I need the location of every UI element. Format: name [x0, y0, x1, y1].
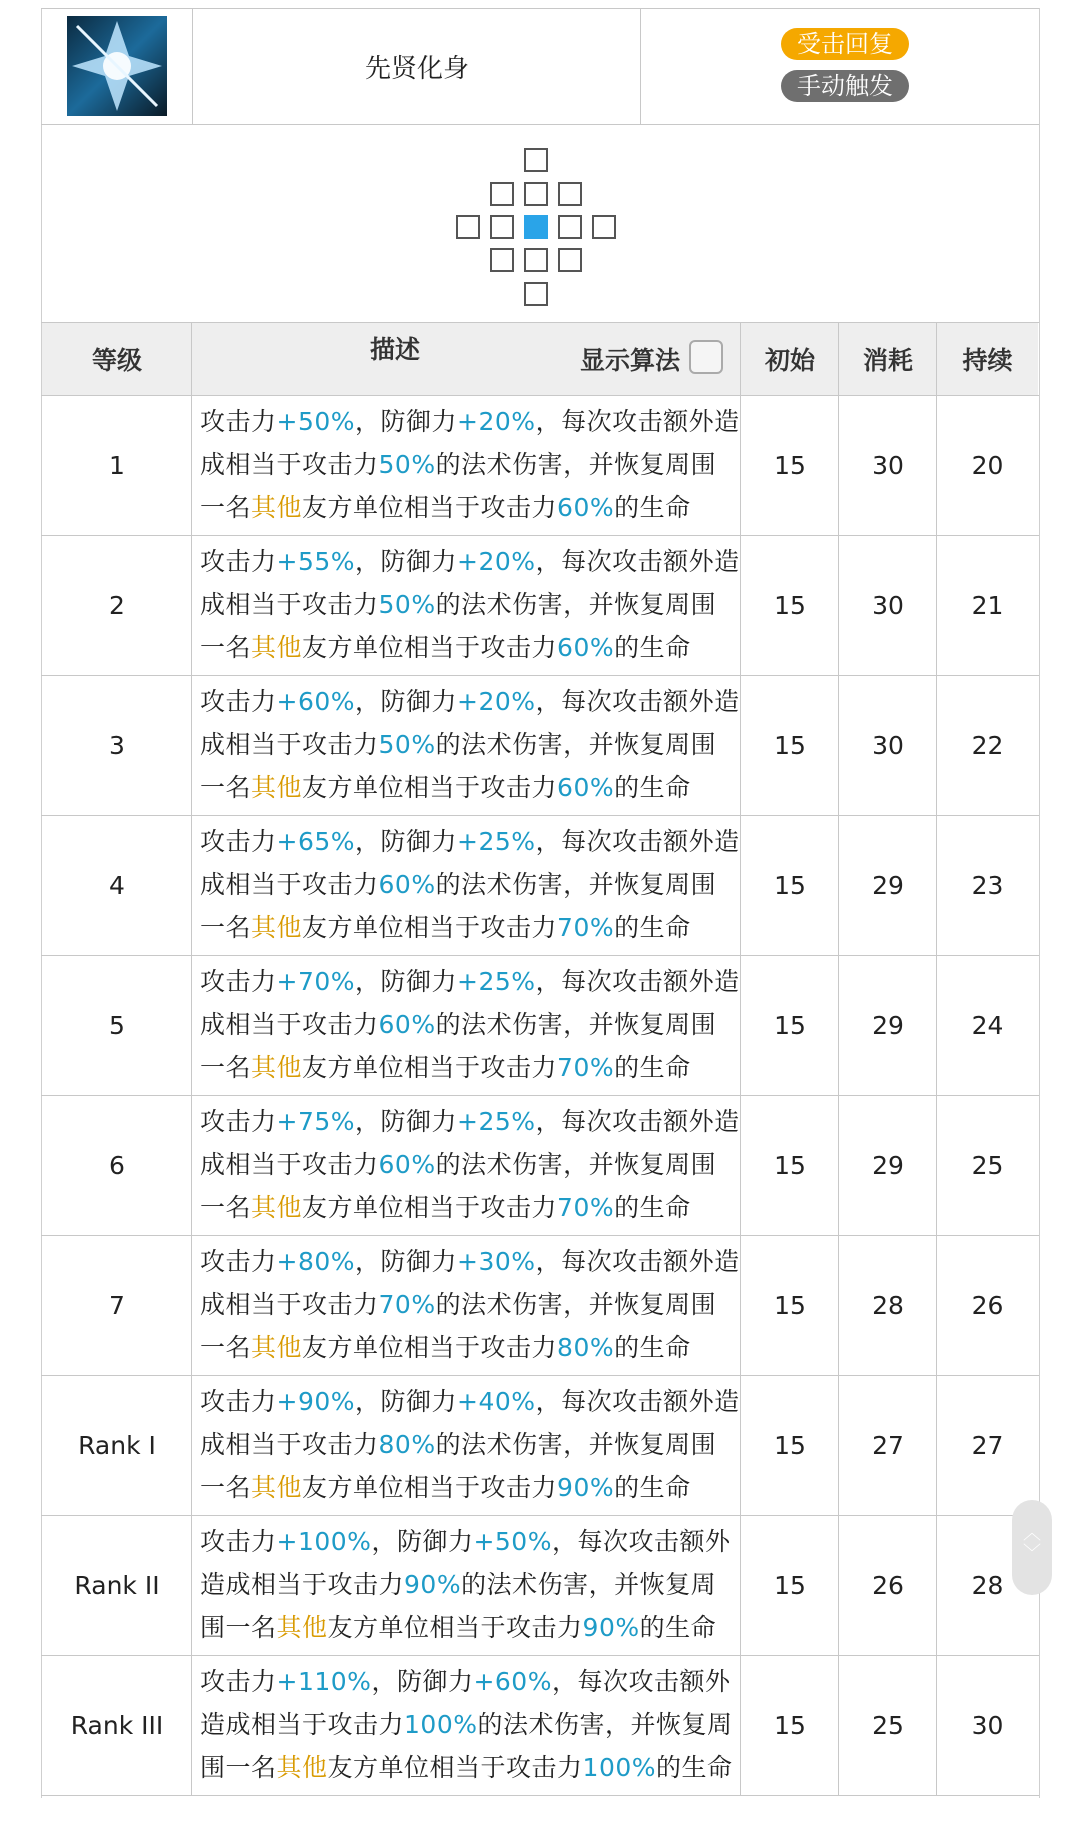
- desc-text: 的法术伤害，并恢复周围一名: [200, 1010, 717, 1082]
- highlight-value: +100%: [276, 1527, 372, 1556]
- highlight-value: +70%: [276, 967, 356, 996]
- desc-text: 的法术伤害，并恢复周围一名: [200, 1710, 733, 1782]
- highlight-value: +90%: [276, 1387, 356, 1416]
- row-initial: 15: [774, 1010, 806, 1040]
- row-cost: 28: [872, 1290, 904, 1320]
- desc-text: 的生命: [614, 633, 691, 662]
- desc-text: 的法术伤害，并恢复周围一名: [200, 1430, 717, 1502]
- row-duration: 22: [971, 730, 1004, 760]
- desc-text: ，每次攻击额外造成相当于攻击力: [200, 967, 740, 1039]
- row-level: 2: [109, 590, 125, 620]
- highlight-value: 100%: [582, 1753, 657, 1782]
- desc-text: ，每次攻击额外造成相当于攻击力: [200, 687, 740, 759]
- row-duration: 27: [971, 1430, 1004, 1460]
- desc-text: ，防御力: [355, 1247, 458, 1276]
- highlight-value: +60%: [276, 687, 356, 716]
- desc-text: 友方单位相当于攻击力: [302, 1053, 558, 1082]
- range-cell: [524, 148, 548, 172]
- highlight-value: +80%: [276, 1247, 356, 1276]
- row-initial: 15: [774, 1710, 806, 1740]
- chevron-down-icon[interactable]: ﹀: [1023, 1543, 1041, 1564]
- highlight-value: 60%: [557, 493, 615, 522]
- highlight-value: 90%: [557, 1473, 615, 1502]
- desc-text: 友方单位相当于攻击力: [302, 493, 558, 522]
- desc-text: ，每次攻击额外造成相当于攻击力: [200, 547, 740, 619]
- row-duration: 23: [971, 870, 1004, 900]
- desc-text: ，防御力: [371, 1527, 474, 1556]
- row-description: [200, 1240, 740, 1369]
- row-duration: 20: [971, 450, 1004, 480]
- row-initial: 15: [774, 590, 806, 620]
- highlight-value: +50%: [473, 1527, 552, 1556]
- desc-text: 友方单位相当于攻击力: [302, 1193, 558, 1222]
- range-cell: [490, 248, 514, 272]
- row-duration: 26: [971, 1290, 1004, 1320]
- highlight-value: 70%: [378, 1290, 436, 1319]
- desc-text: 的法术伤害，并恢复周围一名: [200, 450, 717, 522]
- other-keyword: 其他: [251, 1473, 303, 1502]
- desc-text: 的生命: [614, 1193, 691, 1222]
- operator-position-cell: [524, 215, 548, 239]
- row-cost: 25: [872, 1710, 904, 1740]
- row-description: [200, 680, 740, 809]
- highlight-value: +50%: [276, 407, 356, 436]
- desc-text: 友方单位相当于攻击力: [327, 1613, 583, 1642]
- highlight-value: 50%: [378, 590, 436, 619]
- desc-text: 的生命: [614, 1473, 691, 1502]
- other-keyword: 其他: [251, 493, 303, 522]
- badge-manual-trigger: 手动触发: [781, 70, 909, 102]
- highlight-value: 90%: [582, 1613, 640, 1642]
- desc-text: ，每次攻击额外造成相当于攻击力: [200, 407, 740, 479]
- desc-text: 的生命: [614, 1053, 691, 1082]
- desc-text: 的生命: [614, 1333, 691, 1362]
- desc-text: ，每次攻击额外造成相当于攻击力: [200, 1387, 740, 1459]
- row-duration: 30: [971, 1710, 1004, 1740]
- desc-text: 的法术伤害，并恢复周围一名: [200, 1290, 717, 1362]
- desc-text: 攻击力: [200, 827, 277, 856]
- header-initial: 初始: [764, 346, 815, 375]
- desc-text: 的生命: [614, 773, 691, 802]
- highlight-value: 60%: [378, 1010, 436, 1039]
- desc-text: 友方单位相当于攻击力: [302, 913, 558, 942]
- highlight-value: 70%: [557, 1193, 615, 1222]
- desc-text: 攻击力: [200, 1527, 277, 1556]
- range-cell: [456, 215, 480, 239]
- desc-text: 的生命: [614, 493, 691, 522]
- row-duration: 24: [971, 1010, 1004, 1040]
- row-initial: 15: [774, 1290, 806, 1320]
- row-description: [200, 400, 740, 529]
- skill-name: 先贤化身: [364, 53, 469, 84]
- highlight-value: +25%: [457, 967, 536, 996]
- highlight-value: +110%: [276, 1667, 372, 1696]
- desc-text: 攻击力: [200, 967, 277, 996]
- highlight-value: +20%: [457, 547, 536, 576]
- highlight-value: 50%: [378, 450, 436, 479]
- row-cost: 29: [872, 1150, 904, 1180]
- highlight-value: +25%: [457, 1107, 536, 1136]
- row-level: 1: [109, 450, 125, 480]
- row-description: [200, 1660, 740, 1789]
- desc-text: 友方单位相当于攻击力: [302, 1333, 558, 1362]
- desc-text: ，每次攻击额外造成相当于攻击力: [200, 1107, 740, 1179]
- desc-text: 攻击力: [200, 1387, 277, 1416]
- row-duration: 21: [971, 590, 1004, 620]
- header-desc: 描述: [369, 335, 420, 364]
- row-initial: 15: [774, 1430, 806, 1460]
- highlight-value: 60%: [378, 870, 436, 899]
- desc-text: 攻击力: [200, 1247, 277, 1276]
- highlight-value: 70%: [557, 913, 615, 942]
- desc-text: 的法术伤害，并恢复周围一名: [200, 730, 717, 802]
- row-description: [200, 820, 740, 949]
- highlight-value: +30%: [457, 1247, 536, 1276]
- row-level: Rank II: [74, 1570, 160, 1600]
- range-cell: [490, 182, 514, 206]
- row-level: Rank I: [78, 1430, 156, 1460]
- desc-text: ，每次攻击额外造成相当于攻击力: [200, 1667, 731, 1739]
- highlight-value: 80%: [378, 1430, 436, 1459]
- desc-text: ，每次攻击额外造成相当于攻击力: [200, 1247, 740, 1319]
- desc-text: 的法术伤害，并恢复周围一名: [200, 870, 717, 942]
- highlight-value: 60%: [557, 633, 615, 662]
- header-duration: 持续: [962, 346, 1013, 375]
- desc-text: 攻击力: [200, 1107, 277, 1136]
- row-cost: 26: [872, 1570, 904, 1600]
- row-description: [200, 1380, 740, 1509]
- header-toggle-label: 显示算法: [579, 346, 680, 375]
- highlight-value: 100%: [404, 1710, 478, 1739]
- range-cell: [558, 215, 582, 239]
- row-description: [200, 1520, 740, 1649]
- desc-text: ，防御力: [355, 1387, 458, 1416]
- highlight-value: 60%: [378, 1150, 436, 1179]
- desc-text: 攻击力: [200, 1667, 277, 1696]
- highlight-value: +60%: [473, 1667, 552, 1696]
- row-description: [200, 960, 740, 1089]
- header-level: 等级: [91, 346, 142, 375]
- row-initial: 15: [774, 1570, 806, 1600]
- page-scroll-control[interactable]: [1012, 1500, 1052, 1595]
- highlight-value: +75%: [276, 1107, 356, 1136]
- range-cell: [524, 282, 548, 306]
- desc-text: 友方单位相当于攻击力: [302, 1473, 558, 1502]
- row-cost: 30: [872, 450, 904, 480]
- row-level: 7: [109, 1290, 125, 1320]
- desc-text: ，防御力: [355, 967, 458, 996]
- desc-text: 友方单位相当于攻击力: [327, 1753, 583, 1782]
- skill-icon: [67, 16, 167, 116]
- desc-text: 的生命: [614, 913, 691, 942]
- desc-text: ，防御力: [355, 547, 458, 576]
- row-cost: 27: [872, 1430, 904, 1460]
- show-formula-checkbox[interactable]: [689, 340, 723, 374]
- desc-text: 友方单位相当于攻击力: [302, 773, 558, 802]
- desc-text: 攻击力: [200, 407, 277, 436]
- desc-text: 友方单位相当于攻击力: [302, 633, 558, 662]
- row-cost: 30: [872, 590, 904, 620]
- other-keyword: 其他: [251, 1053, 303, 1082]
- desc-text: ，防御力: [355, 407, 458, 436]
- range-cell: [524, 182, 548, 206]
- other-keyword: 其他: [276, 1753, 328, 1782]
- row-cost: 29: [872, 870, 904, 900]
- range-cell: [558, 248, 582, 272]
- row-level: 5: [109, 1010, 125, 1040]
- row-cost: 30: [872, 730, 904, 760]
- highlight-value: +20%: [457, 407, 536, 436]
- desc-text: 的生命: [639, 1613, 717, 1642]
- highlight-value: +55%: [276, 547, 356, 576]
- row-initial: 15: [774, 450, 806, 480]
- desc-text: 的法术伤害，并恢复周围一名: [200, 590, 717, 662]
- other-keyword: 其他: [251, 1333, 303, 1362]
- row-initial: 15: [774, 870, 806, 900]
- highlight-value: +20%: [457, 687, 536, 716]
- desc-text: 的法术伤害，并恢复周围一名: [200, 1150, 717, 1222]
- highlight-value: 80%: [557, 1333, 615, 1362]
- other-keyword: 其他: [251, 633, 303, 662]
- range-cell: [524, 248, 548, 272]
- highlight-value: +65%: [276, 827, 356, 856]
- highlight-value: 60%: [557, 773, 615, 802]
- desc-text: ，防御力: [355, 827, 458, 856]
- other-keyword: 其他: [251, 773, 303, 802]
- row-duration: 25: [971, 1150, 1004, 1180]
- other-keyword: 其他: [251, 1193, 303, 1222]
- highlight-value: 90%: [404, 1570, 462, 1599]
- desc-text: 攻击力: [200, 687, 277, 716]
- other-keyword: 其他: [276, 1613, 328, 1642]
- desc-text: ，每次攻击额外造成相当于攻击力: [200, 827, 740, 899]
- header-cost: 消耗: [862, 346, 913, 375]
- row-duration: 28: [971, 1570, 1004, 1600]
- row-level: Rank III: [70, 1710, 164, 1740]
- row-description: [200, 1100, 740, 1229]
- desc-text: 的生命: [656, 1753, 733, 1782]
- row-cost: 29: [872, 1010, 904, 1040]
- other-keyword: 其他: [251, 913, 303, 942]
- desc-text: 的法术伤害，并恢复周围一名: [200, 1570, 717, 1642]
- highlight-value: +40%: [457, 1387, 536, 1416]
- chevron-up-icon[interactable]: ︿: [1023, 1523, 1041, 1544]
- range-cell: [558, 182, 582, 206]
- row-initial: 15: [774, 730, 806, 760]
- highlight-value: 50%: [378, 730, 436, 759]
- desc-text: 攻击力: [200, 547, 277, 576]
- range-cell: [592, 215, 616, 239]
- row-level: 3: [109, 730, 125, 760]
- desc-text: ，防御力: [355, 687, 458, 716]
- desc-text: ，防御力: [355, 1107, 458, 1136]
- row-level: 4: [109, 870, 125, 900]
- row-level: 6: [109, 1150, 125, 1180]
- highlight-value: +25%: [457, 827, 536, 856]
- highlight-value: 70%: [557, 1053, 615, 1082]
- desc-text: ，每次攻击额外造成相当于攻击力: [200, 1527, 731, 1599]
- range-cell: [490, 215, 514, 239]
- badge-hit-recovery: 受击回复: [781, 28, 909, 60]
- desc-text: ，防御力: [371, 1667, 474, 1696]
- row-initial: 15: [774, 1150, 806, 1180]
- row-description: [200, 540, 740, 669]
